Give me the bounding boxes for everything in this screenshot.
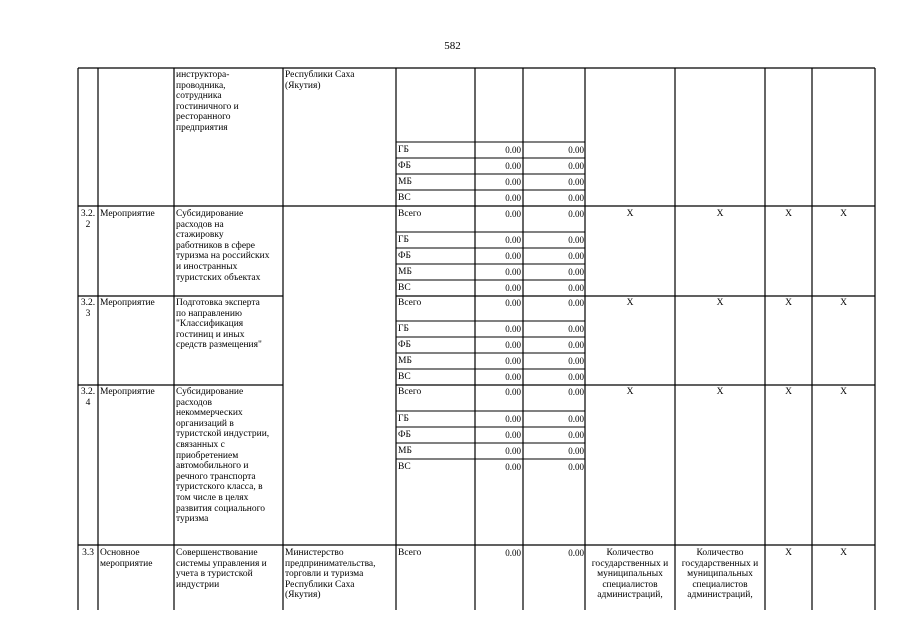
row-src-v2: 0.00	[568, 446, 584, 456]
row-x-mark: X	[840, 387, 847, 397]
row-x-mark: X	[785, 298, 792, 308]
cont-src-mb-label: МБ	[398, 177, 412, 187]
row-total-v2: 0.00	[568, 387, 584, 397]
row-src-v2: 0.00	[568, 340, 584, 350]
row-x-mark: X	[840, 298, 847, 308]
page-number: 582	[444, 40, 461, 52]
row-src-label: ВС	[398, 372, 411, 382]
row-src-v2: 0.00	[568, 356, 584, 366]
row-number: 3.2. 3	[80, 298, 96, 319]
main-row-type: Основное мероприятие	[100, 548, 153, 569]
row-src-v2: 0.00	[568, 283, 584, 293]
row-src-v1: 0.00	[505, 267, 521, 277]
row-x-mark: X	[785, 387, 792, 397]
row-name: Субсидирование расходов некоммерческих организаций в туристской индустрии, связанных с приобретением автомобильного и речного транспорта туристского класса, в том числе в целях развития социального туризма	[176, 387, 270, 525]
main-row-indicator-2: Количество государственных и муниципальных специалистов администраций,	[681, 548, 759, 601]
cont-src-mb-v2: 0.00	[568, 177, 584, 187]
row-src-label: ВС	[398, 462, 411, 472]
row-x-mark: X	[785, 209, 792, 219]
row-x-mark: X	[716, 209, 724, 219]
continuation-name: инструктора- проводника, сотрудника гостиничного и ресторанного предприятия	[176, 70, 239, 133]
cont-src-vs-label: ВС	[398, 193, 411, 203]
row-src-v1: 0.00	[505, 462, 521, 472]
row-src-v1: 0.00	[505, 324, 521, 334]
cont-src-vs-v2: 0.00	[568, 193, 584, 203]
cont-src-vs-v1: 0.00	[505, 193, 521, 203]
row-src-v2: 0.00	[568, 267, 584, 277]
row-src-label: МБ	[398, 446, 412, 456]
row-src-v1: 0.00	[505, 283, 521, 293]
row-x-mark: X	[716, 387, 724, 397]
main-row-total-label: Всего	[398, 548, 422, 558]
row-src-v1: 0.00	[505, 372, 521, 382]
row-x-mark: X	[716, 298, 724, 308]
row-total-label: Всего	[398, 387, 422, 397]
main-row-responsible: Министерство предпринимательства, торговли и туризма Республики Саха (Якутия)	[285, 548, 376, 601]
row-src-v2: 0.00	[568, 324, 584, 334]
row-src-v1: 0.00	[505, 430, 521, 440]
row-type: Мероприятие	[100, 298, 155, 308]
row-src-label: ФБ	[398, 251, 411, 261]
cont-src-fb-label: ФБ	[398, 161, 411, 171]
cont-src-mb-v1: 0.00	[505, 177, 521, 187]
row-src-v1: 0.00	[505, 235, 521, 245]
row-total-label: Всего	[398, 298, 422, 308]
row-type: Мероприятие	[100, 209, 155, 219]
main-row-number: 3.3	[82, 548, 94, 558]
row-src-label: ГБ	[398, 324, 409, 334]
cont-src-fb-v2: 0.00	[568, 161, 584, 171]
main-row-x-mark: X	[840, 548, 847, 558]
continuation-responsible: Республики Саха (Якутия)	[285, 70, 355, 91]
main-row-total-v1: 0.00	[505, 548, 521, 558]
row-src-v2: 0.00	[568, 414, 584, 424]
row-src-label: МБ	[398, 267, 412, 277]
row-x-mark: X	[840, 209, 847, 219]
row-total-v1: 0.00	[505, 209, 521, 219]
row-x-mark: X	[626, 298, 634, 308]
row-src-v1: 0.00	[505, 251, 521, 261]
row-src-label: ФБ	[398, 340, 411, 350]
row-number: 3.2. 4	[80, 387, 96, 408]
row-src-v1: 0.00	[505, 446, 521, 456]
main-row-x-mark: X	[785, 548, 792, 558]
cont-src-gb-v1: 0.00	[505, 145, 521, 155]
cont-src-gb-label: ГБ	[398, 145, 409, 155]
row-type: Мероприятие	[100, 387, 155, 397]
row-x-mark: X	[626, 387, 634, 397]
row-src-v2: 0.00	[568, 462, 584, 472]
row-name: Субсидирование расходов на стажировку работников в сфере туризма на российских и иностранных туристских объектах	[176, 209, 270, 283]
row-name: Подготовка эксперта по направлению "Классификация гостиниц и иных средств размещения"	[176, 298, 262, 351]
main-row-name: Совершенствование системы управления и учета в туристской индустрии	[176, 548, 267, 590]
row-src-v2: 0.00	[568, 235, 584, 245]
cont-src-gb-v2: 0.00	[568, 145, 584, 155]
main-row-indicator-1: Количество государственных и муниципальных специалистов администраций,	[591, 548, 669, 601]
main-row-total-v2: 0.00	[568, 548, 584, 558]
row-src-v1: 0.00	[505, 340, 521, 350]
row-src-v1: 0.00	[505, 414, 521, 424]
row-src-label: ГБ	[398, 235, 409, 245]
row-src-v2: 0.00	[568, 372, 584, 382]
row-src-label: МБ	[398, 356, 412, 366]
cont-src-fb-v1: 0.00	[505, 161, 521, 171]
row-src-v2: 0.00	[568, 251, 584, 261]
row-src-v1: 0.00	[505, 356, 521, 366]
row-src-v2: 0.00	[568, 430, 584, 440]
row-total-label: Всего	[398, 209, 422, 219]
row-src-label: ВС	[398, 283, 411, 293]
row-x-mark: X	[626, 209, 634, 219]
row-total-v2: 0.00	[568, 209, 584, 219]
row-number: 3.2. 2	[80, 209, 96, 230]
row-src-label: ГБ	[398, 414, 409, 424]
row-total-v1: 0.00	[505, 387, 521, 397]
row-total-v2: 0.00	[568, 298, 584, 308]
row-total-v1: 0.00	[505, 298, 521, 308]
row-src-label: ФБ	[398, 430, 411, 440]
